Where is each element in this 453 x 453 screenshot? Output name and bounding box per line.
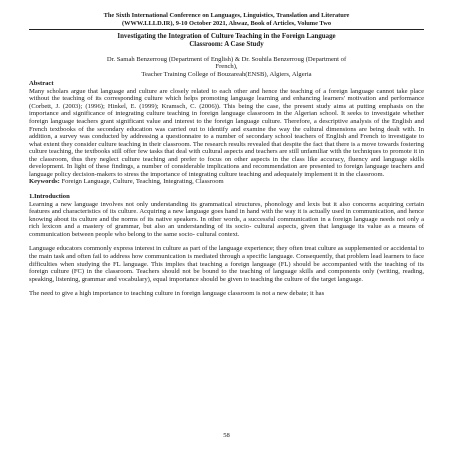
conference-header: [29, 12, 424, 30]
section-spacer: [29, 186, 424, 193]
abstract-heading: Abstract: [29, 79, 54, 87]
keywords-label: Keywords:: [29, 178, 60, 186]
paragraph-spacer: [29, 283, 424, 290]
author-affiliation: Teacher Training College of Bouzareah(ENSB), Algiers, Algeria: [141, 71, 312, 79]
paper-title-line1: Investigating the Integration of Culture Teaching in the Foreign Language: [117, 33, 336, 41]
introduction-paragraph-1: Learning a new language involves not only understanding its grammatical structures, phonology and lexis but it also concerns acquiring certain features and characteristics of its culture. Acquiring a new language goes hand in hand with the way it is actually used in communication, and hence knowing about its culture and the norms of its native speakers. In other words, a successful communication in a foreign language needs not only a rich lexicon and a mastery of grammar, but also an understanding of its socio- cultural aspects, given that language its value as a means of communication between people who belong to the same socio- cultural context.: [29, 200, 424, 238]
introduction-heading: 1.Introduction: [29, 192, 70, 200]
abstract-text: Many scholars argue that language and culture are closely related to each other and hence the teaching of a foreign language cannot take place without the teaching of its corresponding culture which helps promoting language learning and enhancing learners' motivation and performance (Corbett, J. (2003); (1996); Hinkel, E. (1999); Kramsch, C. (2006)). This being the case, the present study aims at putting emphasis on the importance and significance of integrating culture teaching in foreign language classroom in the Algerian school. It seeks to investigate whether foreign language teachers grant significant value and interest to the foreign language culture. Therefore, a descriptive analysis of the English and French textbooks of the secondary education was carried out to identify and examine the way the cultural dimensions are being dealt with. In addition, a survey was conducted by addressing a questionnaire to a number of secondary school teachers of English and French to investigate to what extent they consider culture teaching in their classroom. The research results revealed that despite the fact that there is a move towards fostering culture teaching, the textbooks still offer few tasks that deal with cultural aspects and teachers are still unfamiliar with the techniques to promote it in the classroom, thus they neglect culture teaching and prefer to focus on other aspects in the class like accuracy, fluency and language skills development. In light of these findings, a number of considerable implications and recommendation are presented to foreign language teachers and language policy decision-makers to stress the importance of integrating culture teaching and adequately implement it in the classroom.: [29, 87, 424, 178]
paper-title-line2: Classroom: A Case Study: [189, 41, 264, 49]
keywords-line: [29, 178, 424, 186]
introduction-paragraph-3: The need to give a high importance to teaching culture in foreign language classroom is not a new debate; it has: [29, 290, 325, 298]
page-number: 58: [223, 432, 230, 439]
keywords-list: Foreign Language, Culture, Teaching, Integrating, Classroom: [61, 178, 224, 186]
paper-title: [29, 33, 424, 49]
introduction-paragraph-2: Language educators commonly express interest in culture as part of the language experience; they often treat culture as supplemented or accidental to the main task and often fail to address how communication is mediated through a specific language. Consequently, that problem lead learners to face difficulties when studying the FL language. This implies that teaching a foreign language (FL) should be accompanied with the teaching of its foreign culture (FC) in the classroom. Teachers should not be bound to the teaching of language skills and components only (writing, reading, speaking, listening, grammar and vocabulary), equal importance should be given to teaching the culture of the target language.: [29, 245, 424, 283]
authors-line2: French),: [215, 63, 238, 71]
authors-line1: Dr. Samah Benzerroug (Department of English) & Dr. Souhila Benzerroug (Department of: [106, 55, 347, 63]
paper-authors: [29, 56, 424, 72]
conference-header-line1: The Sixth International Conference on Languages, Linguistics, Translation and Literature: [103, 12, 350, 19]
conference-header-line2: (WWW.LLLD.IR), 9-10 October 2021, Ahwaz, Book of Articles, Volume Two: [121, 19, 332, 27]
paragraph-spacer: [29, 238, 424, 245]
